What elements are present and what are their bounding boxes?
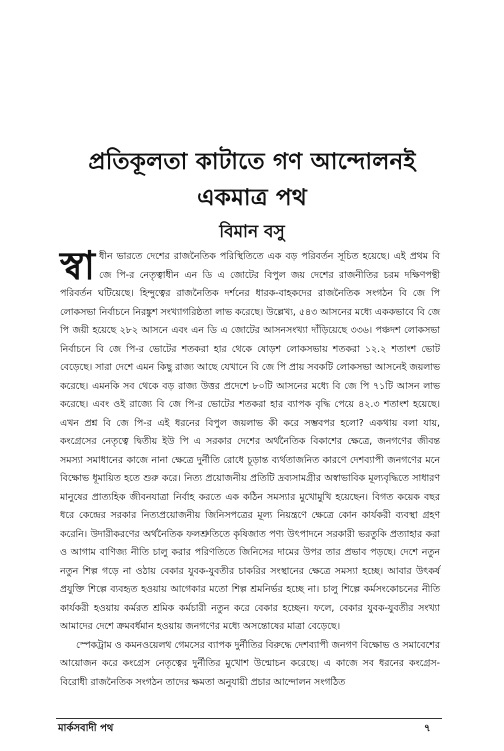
title-line-1: প্রতিকূলতা কাটাতে গণ আন্দোলনই (88, 149, 416, 175)
paragraph-2: স্পেকট্রাম ও কমনওয়েলথ গেমসের ব্যাপক দুর্নীতির বিরুদ্ধে দেশব্যাপী জনগণ বিক্ষোভ ও সমাবেশের আয়োজন করে কংগ্রেস নেতৃত্বের দুর্নীতির মুখোশ উন্মোচন করেছে। এ কাজে সব ধরনের কংগ্রেস-বিরোধী রাজনৈতিক সংগঠন তাদের ক্ষমতা অনুযায়ী প্রচার আন্দোলন সংগঠিত (60, 639, 440, 688)
article-title (60, 144, 444, 216)
footer-divider (56, 718, 442, 719)
drop-cap: স্বা (60, 244, 96, 289)
title-line-2: একমাত্র পথ (197, 185, 307, 211)
article-body (60, 244, 440, 692)
journal-name: মার্কসবাদী পথ (58, 723, 114, 734)
paragraph-1 (60, 244, 440, 637)
page-number: ৭ (424, 723, 431, 734)
author-name: বিমান বসু (219, 222, 285, 242)
paragraph-1-text: ধীন ভারতে দেশের রাজনৈতিক পরিস্থিতিতে এক বড় পরিবর্তন সূচিত হয়েছে। এই প্রথম বি জে পি-র নেতৃত্বাধীন এন ডি এ জোটের বিপুল জয় দেশের রাজনীতির চরম দক্ষিণপন্থী পরিবর্তন ঘটিয়েছে। হিন্দুত্বের রাজনৈতিক দর্শনের ধারক-বাহকদের রাজনৈতিক সংগঠন বি জে পি লোকসভা নির্বাচনে নিরঙ্কুশ সংখ্যাগরিষ্ঠতা লাভ করেছে। উল্লেখ্য, ৫৪৩ আসনের মধ্যে এককভাবে বি জে পি জয়ী হয়েছে ২৮২ আসনে এবং এন ডি এ জোটের আসনসংখ্যা দাঁড়িয়েছে ৩৩৬। পঞ্চদশ লোকসভা নির্বাচনে বি জে পি-র ভোটের শতকরা হার থেকে ষোড়শ লোকসভায় শতকরা ১২.২ শতাংশ ভোট বেড়েছে। সারা দেশে এমন কিছু রাজ্য আছে যেখানে বি জে পি প্রায় সবকটি লোকসভা আসনেই জয়লাভ করেছে। এমনকি সব থেকে বড় রাজ্য উত্তর প্রদেশে ৮০টি আসনের মধ্যে বি জে পি ৭১টি আসন লাভ করেছে। এবং ওই রাজ্যে বি জে পি-র ভোটের শতকরা হার ব্যাপক বৃদ্ধি পেয়ে ৪২.৩ শতাংশ হয়েছে। এখন প্রশ্ন বি জে পি-র এই ধরনের বিপুল জয়লাভ কী করে সম্ভবপর হলো? একথায় বলা যায়, কংগ্রেসের নেতৃত্বে দ্বিতীয় ইউ পি এ সরকার দেশের অর্থনৈতিক বিকাশের ক্ষেত্রে, জনগণের জীবন্ত সমস্যা সমাধানের কাজে নানা ক্ষেত্রে দুর্নীতি রোধে চূড়ান্ত ব্যর্থতাজনিত কারণে দেশব্যাপী জনগণের মনে বিক্ষোভ ধূমায়িত হতে শুরু করে। নিত্য প্রয়োজনীয় প্রতিটি দ্রব্যসামগ্রীর অস্বাভাবিক মূল্যবৃদ্ধিতে সাধারণ মানুষের প্রাত্যহিক জীবনযাত্রা নির্বাহ করতে এক কঠিন সমস্যার মুখোমুখি হয়েছেন। বিগত কয়েক বছর ধরে কেন্দ্রের সরকার নিত্যপ্রয়োজনীয় জিনিসপত্রের মূল্য নিয়ন্ত্রণে ক্ষেত্রে কোন কার্যকরী ব্যবস্থা গ্রহণ করেনি। উদারীকরণের অর্থনৈতিক ফলশ্রুতিতে কৃষিজাত পণ্য উৎপাদনে সরকারী ভরতুকি প্রত্যাহার করা ও আগাম বাণিজ্য নীতি চালু করার পরিণতিতে জিনিসের দামের উপর তার প্রভাব পড়ছে। দেশে নতুন নতুন শিল্প গড়ে না ওঠায় বেকার যুবক-যুবতীর চাকরির সংস্থানের ক্ষেত্রে সমস্যা হচ্ছে। আবার উৎকর্ষ প্রযুক্তি শিল্পে ব্যবহৃত হওয়ায় আগেকার মতো শিল্প শ্রমনির্ভর হচ্ছে না। চালু শিল্পে কর্মসংকোচনের নীতি কার্যকরী হওয়ায় কর্মরত শ্রমিক কর্মচারী নতুন করে বেকার হচ্ছেন। ফলে, বেকার যুবক-যুবতীর সংখ্যা আমাদের দেশে ক্রমবর্ধমান হওয়ায় জনগণের মধ্যে অসন্তোষের মাত্রা বেড়েছে। (60, 251, 440, 632)
